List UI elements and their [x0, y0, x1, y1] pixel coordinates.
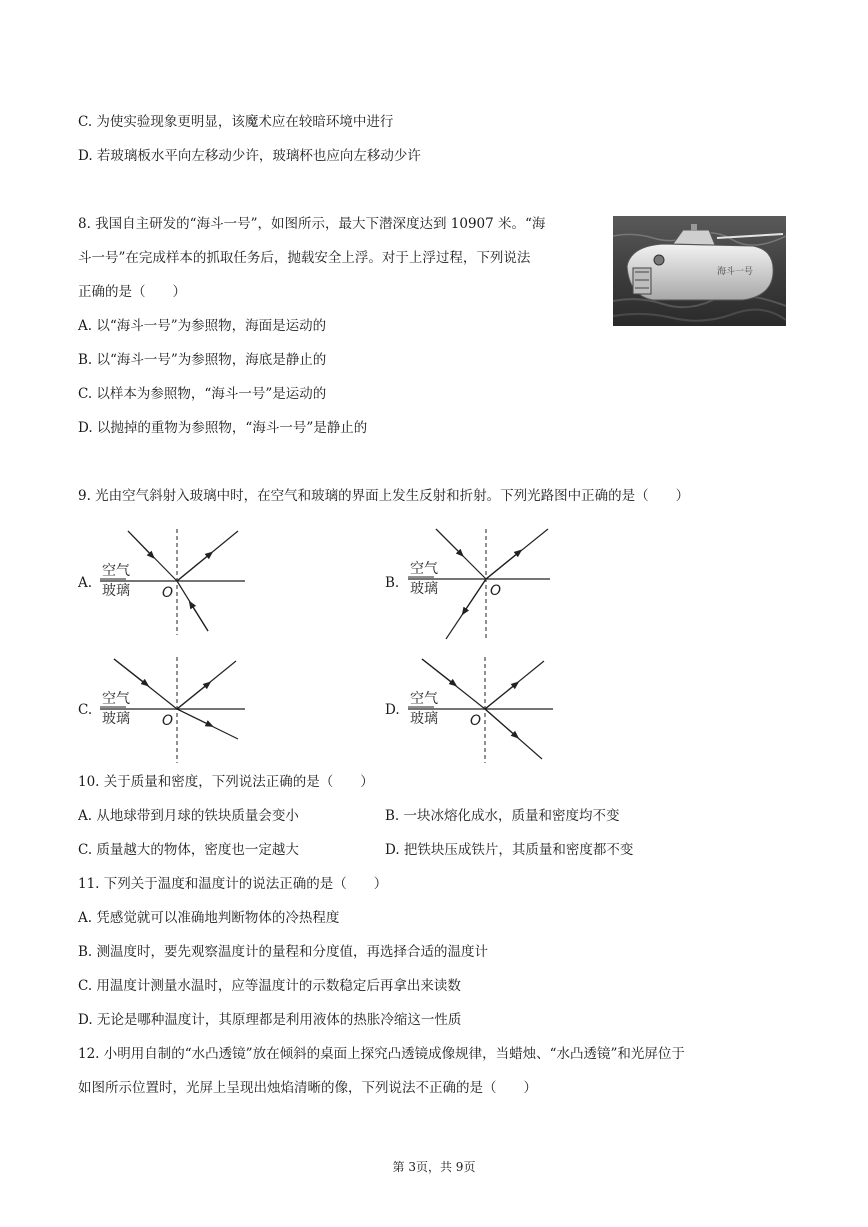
q9-option-b-letter: B. [385, 575, 400, 591]
q8-option-a: A. 以“海斗一号”为参照物，海面是运动的 [78, 318, 327, 334]
q11-option-d: D. 无论是哪种温度计，其原理都是利用液体的热胀冷缩这一性质 [78, 1012, 462, 1028]
air-label: 空气 [410, 691, 438, 707]
q12-stem-line2: 如图所示位置时，光屏上呈现出烛焰清晰的像，下列说法不正确的是（ ） [78, 1080, 537, 1096]
glass-label: 玻璃 [102, 583, 130, 599]
point-o-label: O [162, 585, 174, 601]
q10-stem: 10. 关于质量和密度，下列说法正确的是（ ） [78, 774, 374, 790]
q9-option-c-letter: C. [78, 702, 93, 718]
q10-option-b: B. 一块冰熔化成水，质量和密度均不变 [385, 808, 620, 824]
q7-option-d: D. 若玻璃板水平向左移动少许，玻璃杯也应向左移动少许 [78, 148, 421, 164]
q10-option-d: D. 把铁块压成铁片，其质量和密度都不变 [385, 842, 634, 858]
point-o-label: O [470, 713, 482, 729]
air-label: 空气 [410, 561, 438, 577]
page-footer: 第 3页，共 9页 [392, 1160, 476, 1174]
q8-stem-line3: 正确的是（ ） [78, 284, 186, 300]
q7-option-c: C. 为使实验现象更明显，该魔术应在较暗环境中进行 [78, 114, 394, 130]
point-o-label: O [490, 583, 502, 599]
q12-stem-line1: 12. 小明用自制的“水凸透镜”放在倾斜的桌面上探究凸透镜成像规律，当蜡烛、“水凸透镜”和光屏位于 [78, 1046, 685, 1062]
air-label: 空气 [102, 691, 130, 707]
q11-stem: 11. 下列关于温度和温度计的说法正确的是（ ） [78, 876, 388, 892]
q8-stem-line1: 8. 我国自主研发的“海斗一号”，如图所示，最大下潜深度达到 10907 米。“海 [78, 216, 546, 232]
q9-stem: 9. 光由空气斜射入玻璃中时，在空气和玻璃的界面上发生反射和折射。下列光路图中正确的是（ ） [78, 488, 690, 504]
q9-diagram-d [408, 655, 558, 765]
q10-option-c: C. 质量越大的物体，密度也一定越大 [78, 842, 299, 858]
glass-label: 玻璃 [410, 581, 438, 597]
submersible-photo [613, 216, 786, 326]
q9-diagram-b [408, 527, 558, 643]
q11-option-a: A. 凭感觉就可以准确地判断物体的冷热程度 [78, 910, 340, 926]
hull-text: 海斗一号 [717, 267, 754, 277]
q9-option-a-letter: A. [78, 575, 93, 591]
q9-option-d-letter: D. [385, 702, 400, 718]
q11-option-b: B. 测温度时，要先观察温度计的量程和分度值，再选择合适的温度计 [78, 944, 489, 960]
q8-option-c: C. 以样本为参照物，“海斗一号”是运动的 [78, 386, 327, 402]
q8-stem-line2: 斗一号”在完成样本的抓取任务后，抛载安全上浮。对于上浮过程，下列说法 [78, 250, 531, 266]
q10-option-a: A. 从地球带到月球的铁块质量会变小 [78, 808, 299, 824]
glass-label: 玻璃 [410, 711, 438, 727]
q9-diagram-c [100, 655, 250, 765]
point-o-label: O [162, 713, 174, 729]
q8-option-b: B. 以“海斗一号”为参照物，海底是静止的 [78, 352, 327, 368]
q9-diagram-a [100, 527, 250, 637]
q11-option-c: C. 用温度计测量水温时，应等温度计的示数稳定后再拿出来读数 [78, 978, 461, 994]
air-label: 空气 [102, 563, 130, 579]
q8-option-d: D. 以抛掉的重物为参照物，“海斗一号”是静止的 [78, 420, 368, 436]
glass-label: 玻璃 [102, 711, 130, 727]
